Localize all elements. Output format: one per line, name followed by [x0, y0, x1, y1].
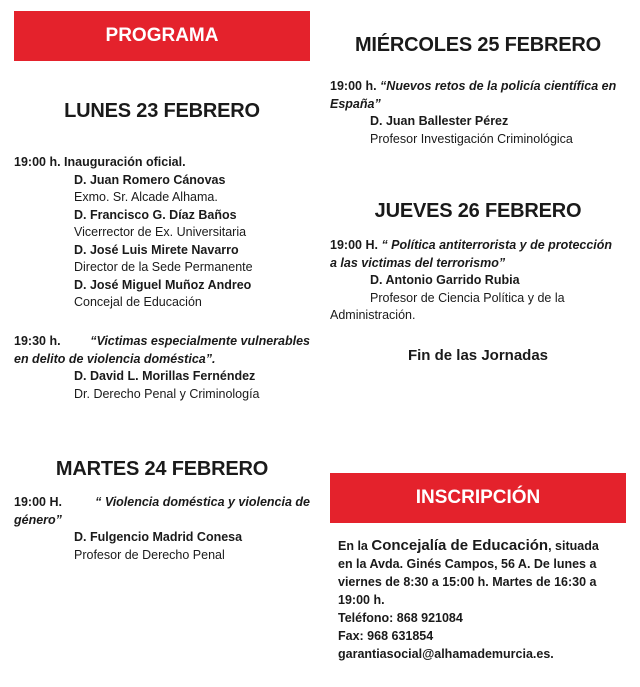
insc-l1-a: En la [338, 539, 368, 553]
jueves-title: JUEVES 26 FEBRERO [374, 200, 582, 222]
insc-email[interactable]: garantiasocial@alhamademurcia.es. [338, 647, 554, 661]
lunes-s2-time: 19:30 h. [14, 334, 61, 348]
jueves-title-1: “ Política antiterrorista y de protección [381, 238, 613, 252]
lunes-s1-time: 19:00 h. Inauguración oficial. [14, 155, 186, 169]
miercoles-title-2: España” [330, 96, 381, 111]
martes-session [14, 494, 310, 564]
lunes-s2-name: D. David L. Morillas Fernéndez [74, 369, 256, 383]
inscripcion-banner: INSCRIPCIÓN [330, 473, 626, 523]
insc-l2: en la Avda. Ginés Campos, 56 A. De lunes a [338, 557, 597, 571]
insc-l3: viernes de 8:30 a 15:00 h. Martes de 16:30 a [338, 575, 597, 589]
miercoles-time: 19:00 h. [330, 79, 377, 93]
insc-fax: Fax: 968 631854 [338, 629, 434, 643]
lunes-p1-name: D. Juan Romero Cánovas [74, 172, 226, 187]
insc-telefono: Teléfono: 868 921084 [338, 611, 463, 625]
lunes-title: LUNES 23 FEBRERO [64, 100, 260, 122]
insc-l4: 19:00 h. [338, 593, 385, 607]
jueves-title-2: a las victimas del terrorismo” [330, 255, 506, 270]
lunes-s2-role: Dr. Derecho Penal y Criminología [74, 386, 260, 401]
lunes-s2-title-2: en delito de violencia doméstica”. [14, 351, 216, 366]
lunes-p2-name: D. Francisco G. Díaz Baños [74, 207, 237, 222]
lunes-p3-name: D. José Luis Mirete Navarro [74, 242, 239, 257]
martes-title-1: “ Violencia doméstica y violencia de [95, 495, 310, 509]
martes-title: MARTES 24 FEBRERO [55, 458, 269, 480]
lunes-p3-role: Director de la Sede Permanente [74, 260, 253, 274]
jueves-role-1: Profesor de Ciencia Política y de la [370, 290, 565, 305]
martes-time: 19:00 H. [14, 495, 62, 509]
jueves-role-2: Administración. [330, 308, 416, 322]
lunes-s2-title-1: “Victimas especialmente vulnerables [90, 334, 310, 348]
lunes-session-2 [14, 333, 310, 403]
miercoles-role: Profesor Investigación Criminológica [370, 131, 573, 146]
programa-banner: PROGRAMA [14, 11, 310, 61]
martes-name: D. Fulgencio Madrid Conesa [74, 530, 243, 544]
insc-l1-c: , situada [548, 539, 599, 553]
insc-concejalia: Concejalía de Educación [371, 537, 549, 554]
miercoles-name: D. Juan Ballester Pérez [370, 114, 509, 128]
lunes-p4-role: Concejal de Educación [74, 295, 202, 309]
lunes-p4-name: D. José Miguel Muñoz Andreo [74, 277, 252, 292]
lunes-p2-role: Vicerrector de Ex. Universitaria [74, 225, 247, 239]
fin-jornadas: Fin de las Jornadas [407, 347, 549, 364]
miercoles-title: MIÉRCOLES 25 FEBRERO [354, 34, 602, 56]
martes-role: Profesor de Derecho Penal [74, 547, 225, 562]
inscripcion-text [338, 537, 626, 663]
jueves-time: 19:00 H. [330, 238, 378, 252]
miercoles-title-1: “Nuevos retos de la policía científica en [380, 79, 617, 93]
jueves-session [330, 237, 626, 325]
martes-title-2: género” [14, 512, 62, 527]
jueves-name: D. Antonio Garrido Rubia [370, 273, 520, 287]
lunes-p1-role: Exmo. Sr. Alcade Alhama. [74, 190, 218, 204]
lunes-session-1 [14, 154, 310, 312]
miercoles-session [330, 78, 626, 148]
